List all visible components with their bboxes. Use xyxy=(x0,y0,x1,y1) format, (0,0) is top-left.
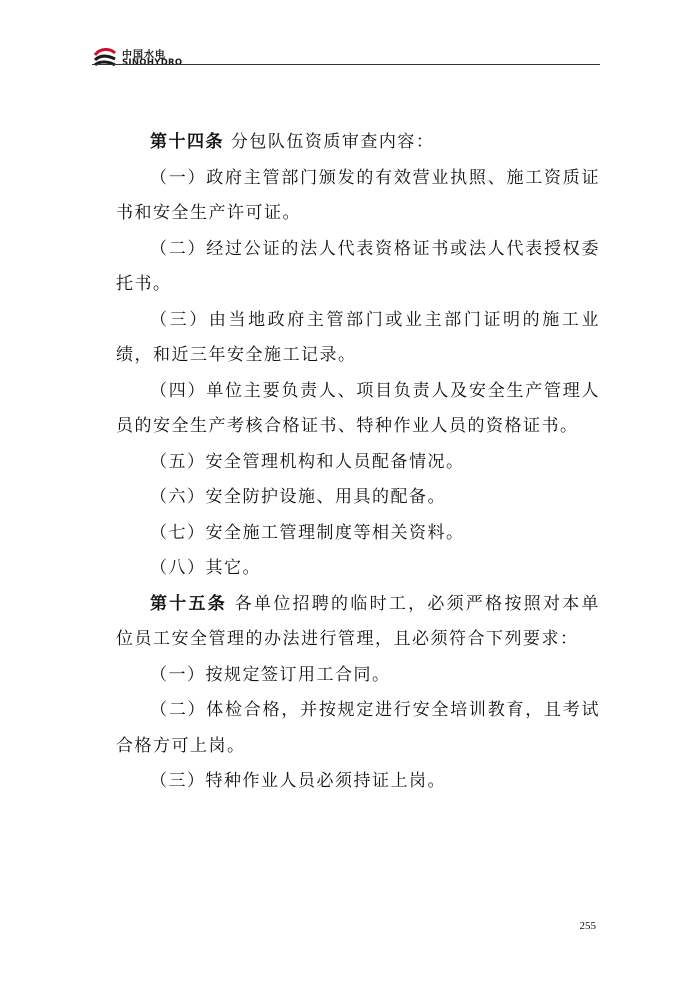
page-number: 255 xyxy=(579,920,596,932)
list-item: （三）由当地政府主管部门或业主部门证明的施工业绩，和近三年安全施工记录。 xyxy=(116,309,600,365)
list-item: （五）安全管理机构和人员配备情况。 xyxy=(150,451,465,472)
list-item: （四）单位主要负责人、项目负责人及安全生产管理人员的安全生产考核合格证书、特种作业人员的资格证书。 xyxy=(116,380,600,436)
sinohydro-logo-icon xyxy=(92,46,118,72)
list-item: （二）经过公证的法人代表资格证书或法人代表授权委托书。 xyxy=(116,238,600,294)
page-header xyxy=(92,44,600,74)
article-14-heading xyxy=(116,125,600,161)
list-item: （一）按规定签订用工合同。 xyxy=(150,664,391,685)
list-item: （六）安全防护设施、用具的配备。 xyxy=(150,487,446,507)
list-item: （二）体检合格，并按规定进行安全培训教育，且考试合格方可上岗。 xyxy=(116,700,600,756)
document-body xyxy=(116,125,600,800)
article-text: 分包队伍资质审查内容： xyxy=(230,132,435,152)
sinohydro-logo xyxy=(92,44,212,74)
list-item: （七）安全施工管理制度等相关资料。 xyxy=(150,522,465,543)
list-item: （三）特种作业人员必须持证上岗。 xyxy=(150,771,446,791)
logo-chinese-text: 中国水电 xyxy=(122,50,166,61)
logo-english-text: SINOHYDRO xyxy=(122,58,183,68)
list-item: （一）政府主管部门颁发的有效营业执照、施工资质证书和安全生产许可证。 xyxy=(116,167,600,223)
article-15-heading xyxy=(116,587,600,658)
article-number: 第十四条 xyxy=(150,132,224,152)
header-divider xyxy=(92,64,600,65)
list-item: （八）其它。 xyxy=(150,558,261,578)
article-text: 各单位招聘的临时工，必须严格按照对本单位员工安全管理的办法进行管理，且必须符合下列要求： xyxy=(116,593,601,649)
article-number: 第十五条 xyxy=(150,593,228,614)
